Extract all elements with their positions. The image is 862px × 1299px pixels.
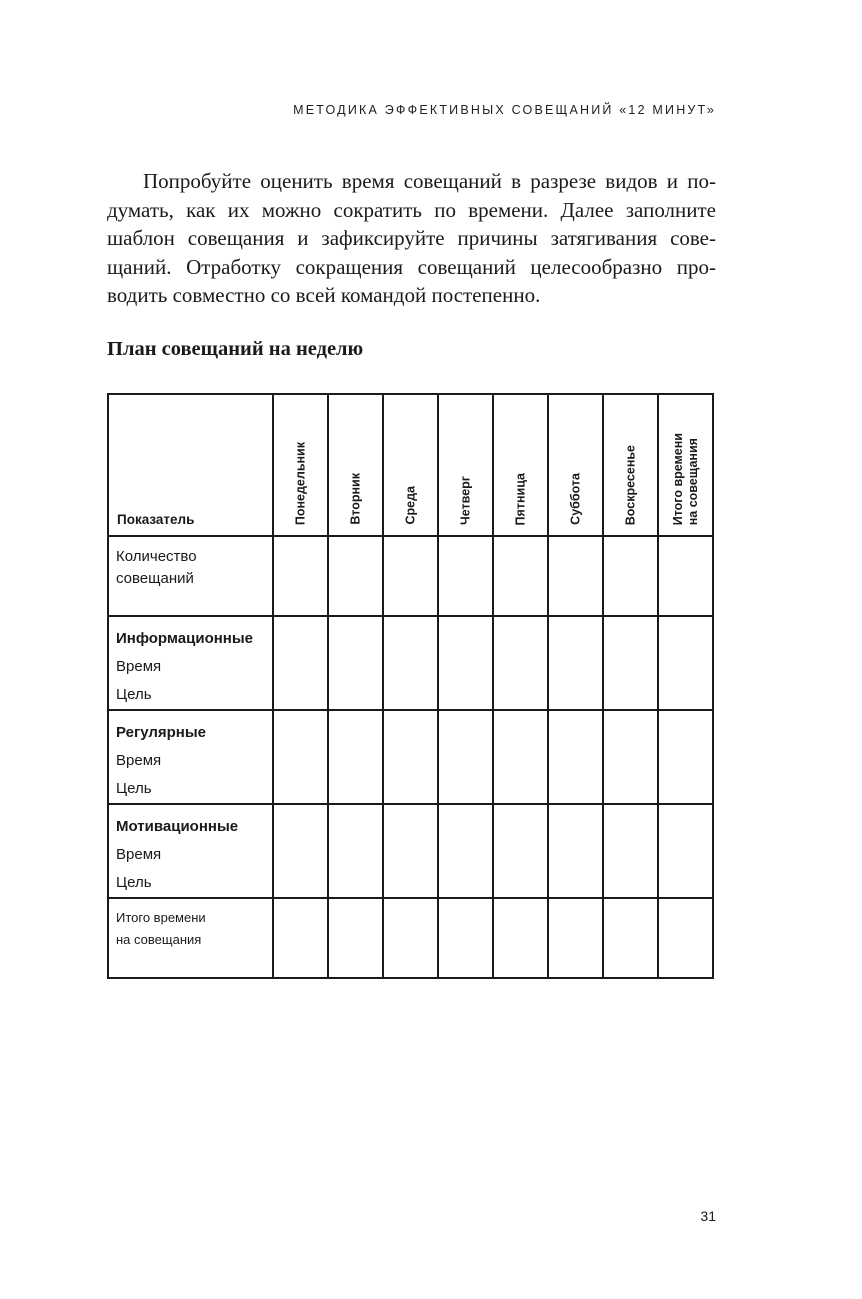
row-type-title: Информационные [116, 630, 254, 647]
row-type-title: Регулярные [116, 724, 207, 741]
paragraph-line: щаний. Отработку сокращения совещаний целесообразно про- [107, 254, 716, 279]
paragraph-line: думать, как их можно сократить по времени. Далее заполните [107, 197, 716, 222]
table-cell[interactable] [493, 710, 548, 804]
table-header-row [108, 394, 713, 536]
row-label-line: Количество [116, 548, 197, 565]
table-cell[interactable] [438, 616, 493, 710]
row-type-title: Мотивационные [116, 818, 239, 835]
table-cell[interactable] [603, 536, 658, 616]
indicator-column-header: Показатель [108, 394, 273, 536]
column-header-wednesday [383, 394, 438, 536]
table-row-total-time [108, 898, 713, 978]
row-label-line: Итого времени [116, 910, 206, 925]
table-cell[interactable] [493, 616, 548, 710]
table-cell[interactable] [383, 898, 438, 978]
table-cell[interactable] [328, 536, 383, 616]
total-column-line1: Итого времени [670, 432, 685, 525]
table-cell[interactable] [328, 898, 383, 978]
paragraph-line: Попробуйте оценить время совещаний в разрезе видов и по- [143, 169, 716, 193]
table-cell[interactable] [658, 898, 713, 978]
table-row-informational [108, 616, 713, 710]
table-cell[interactable] [273, 536, 328, 616]
body-paragraph [107, 167, 716, 310]
table-cell[interactable] [493, 536, 548, 616]
table-cell[interactable] [603, 898, 658, 978]
table-row-regular [108, 710, 713, 804]
weekly-meetings-plan-table [107, 393, 714, 979]
column-header-label: Пятница [513, 472, 527, 525]
row-label-line: на совещания [116, 932, 202, 947]
column-header-label: Среда [403, 486, 417, 525]
table-cell[interactable] [273, 710, 328, 804]
table-cell[interactable] [603, 616, 658, 710]
row-time-label: Время [116, 752, 162, 769]
column-header-saturday [548, 394, 603, 536]
table-cell[interactable] [658, 804, 713, 898]
column-header-tuesday [328, 394, 383, 536]
row-label [108, 536, 273, 616]
column-header-label: Четверг [458, 475, 472, 525]
table-cell[interactable] [438, 898, 493, 978]
column-header-friday [493, 394, 548, 536]
row-label [108, 898, 273, 978]
table-cell[interactable] [273, 616, 328, 710]
table-cell[interactable] [658, 536, 713, 616]
table-cell[interactable] [603, 710, 658, 804]
table-cell[interactable] [383, 804, 438, 898]
table-cell[interactable] [438, 710, 493, 804]
page-number: 31 [700, 1208, 716, 1224]
table-cell[interactable] [273, 804, 328, 898]
row-goal-label: Цель [116, 780, 152, 797]
table-cell[interactable] [548, 898, 603, 978]
table-cell[interactable] [273, 898, 328, 978]
column-header-monday [273, 394, 328, 536]
table-row-meeting-count [108, 536, 713, 616]
table-row-motivational [108, 804, 713, 898]
row-goal-label: Цель [116, 686, 152, 703]
section-title: План совещаний на неделю [107, 338, 364, 360]
table-cell[interactable] [658, 616, 713, 710]
table-cell[interactable] [328, 616, 383, 710]
column-header-label: Воскресенье [623, 444, 637, 525]
row-label [108, 804, 273, 898]
row-goal-label: Цель [116, 874, 152, 891]
column-header-label: Понедельник [293, 441, 307, 525]
table-cell[interactable] [603, 804, 658, 898]
table-cell[interactable] [548, 536, 603, 616]
table-cell[interactable] [328, 710, 383, 804]
table-cell[interactable] [493, 898, 548, 978]
table-cell[interactable] [548, 616, 603, 710]
row-label [108, 616, 273, 710]
column-header-thursday [438, 394, 493, 536]
table-cell[interactable] [383, 710, 438, 804]
table-cell[interactable] [328, 804, 383, 898]
table-cell[interactable] [548, 804, 603, 898]
table-cell[interactable] [383, 616, 438, 710]
column-header-label: Суббота [568, 473, 582, 525]
column-header-label [671, 433, 701, 525]
table-cell[interactable] [493, 804, 548, 898]
table-cell[interactable] [658, 710, 713, 804]
table-cell[interactable] [383, 536, 438, 616]
table-cell[interactable] [438, 536, 493, 616]
column-header-label: Вторник [348, 473, 362, 525]
paragraph-line: водить совместно со всей командой постепенно. [107, 283, 541, 308]
row-label [108, 710, 273, 804]
row-time-label: Время [116, 846, 162, 863]
row-label-line: совещаний [116, 570, 194, 587]
paragraph-line: шаблон совещания и зафиксируйте причины затягивания сове- [107, 226, 716, 251]
table-cell[interactable] [548, 710, 603, 804]
total-column-line2: на совещания [685, 437, 700, 525]
running-header: МЕТОДИКА ЭФФЕКТИВНЫХ СОВЕЩАНИЙ «12 МИНУТ» [293, 103, 716, 117]
table-cell[interactable] [438, 804, 493, 898]
column-header-sunday [603, 394, 658, 536]
row-time-label: Время [116, 658, 162, 675]
column-header-total-time [658, 394, 713, 536]
